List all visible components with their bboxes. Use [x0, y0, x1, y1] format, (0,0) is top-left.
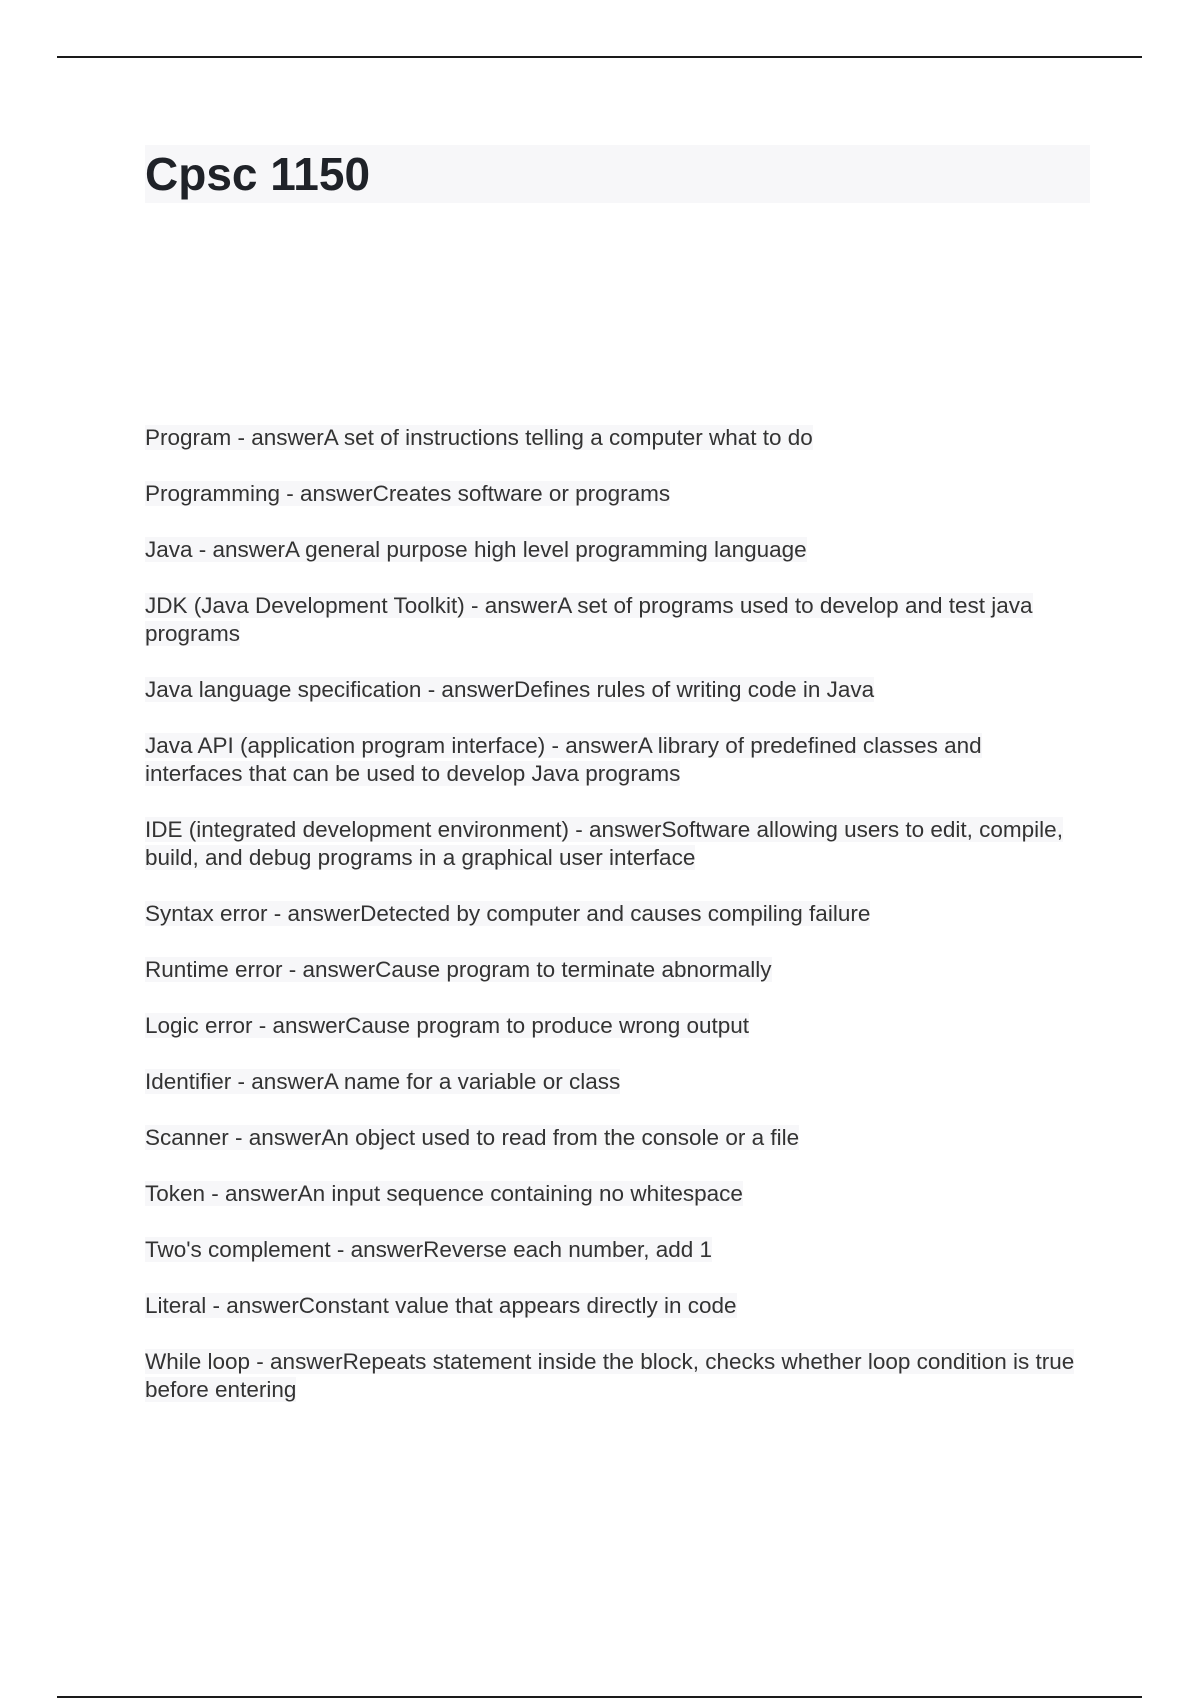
flashcard-text: Java - answerA general purpose high level programming language	[145, 537, 807, 562]
flashcard-text: JDK (Java Development Toolkit) - answerA set of programs used to develop and test java programs	[145, 593, 1033, 646]
flashcard-text: Two's complement - answerReverse each number, add 1	[145, 1237, 713, 1262]
flashcard-item-twos-complement	[145, 1236, 1090, 1264]
flashcard-text: Literal - answerConstant value that appears directly in code	[145, 1293, 737, 1318]
flashcard-list	[145, 424, 1090, 1432]
flashcard-text: Token - answerAn input sequence containing no whitespace	[145, 1181, 743, 1206]
flashcard-item-while-loop	[145, 1348, 1090, 1404]
bottom-divider	[57, 1696, 1142, 1698]
flashcard-item-token	[145, 1180, 1090, 1208]
flashcard-text: While loop - answerRepeats statement inside the block, checks whether loop condition is true before entering	[145, 1349, 1075, 1402]
flashcard-text: IDE (integrated development environment) - answerSoftware allowing users to edit, compile, build, and debug programs in a graphical user interface	[145, 817, 1063, 870]
flashcard-text: Logic error - answerCause program to produce wrong output	[145, 1013, 750, 1038]
flashcard-item-jdk	[145, 592, 1090, 648]
page-title: Cpsc 1150	[145, 148, 371, 200]
flashcard-text: Java language specification - answerDefines rules of writing code in Java	[145, 677, 875, 702]
flashcard-text: Java API (application program interface) - answerA library of predefined classes and interfaces that can be used to develop Java programs	[145, 733, 982, 786]
flashcard-item-logic-error	[145, 1012, 1090, 1040]
flashcard-item-syntax-error	[145, 900, 1090, 928]
flashcard-text: Runtime error - answerCause program to terminate abnormally	[145, 957, 772, 982]
flashcard-item-runtime-error	[145, 956, 1090, 984]
flashcard-item-java	[145, 536, 1090, 564]
flashcard-item-ide	[145, 816, 1090, 872]
flashcard-item-literal	[145, 1292, 1090, 1320]
flashcard-text: Program - answerA set of instructions telling a computer what to do	[145, 425, 813, 450]
flashcard-text: Identifier - answerA name for a variable or class	[145, 1069, 621, 1094]
flashcard-item-scanner	[145, 1124, 1090, 1152]
top-divider	[57, 56, 1142, 58]
flashcard-item-identifier	[145, 1068, 1090, 1096]
flashcard-text: Programming - answerCreates software or programs	[145, 481, 671, 506]
flashcard-item-program	[145, 424, 1090, 452]
flashcard-item-programming	[145, 480, 1090, 508]
flashcard-text: Scanner - answerAn object used to read from the console or a file	[145, 1125, 800, 1150]
flashcard-item-java-language-specification	[145, 676, 1090, 704]
flashcard-text: Syntax error - answerDetected by computer and causes compiling failure	[145, 901, 871, 926]
flashcard-item-java-api	[145, 732, 1090, 788]
